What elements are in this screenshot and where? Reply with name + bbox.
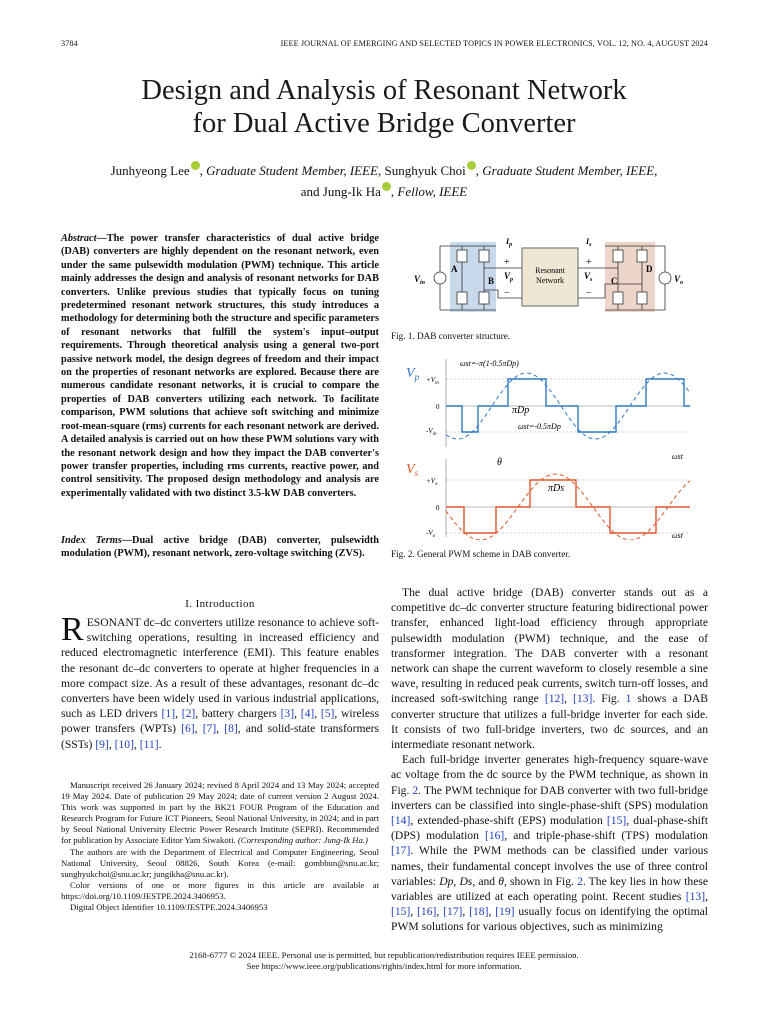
body-text: The dual active bridge (DAB) converter stands out as a competitive dc–dc converter structure featuring bidirectional power transfer, enhanced light-load efficiency through appropriate pulsewidth modulation (PWM) technique, and the ease of transformer integration. The DAB converter with a resonant network can shape the current waveform to closely resemble a sine wave, resulting in reduced peak currents, switch turn-off losses, and increased soft-switching range: [391, 586, 708, 706]
citation-link[interactable]: [13]: [685, 890, 706, 904]
citation-link[interactable]: [9]: [95, 737, 109, 751]
is-label: $I_s$: [586, 237, 592, 248]
axis-label-top: ωst: [672, 452, 683, 461]
drop-cap: R: [61, 611, 84, 648]
footnote: [61, 780, 379, 913]
body-text: , shown in Fig.: [503, 874, 578, 888]
abstract-text: The power transfer characteristics of dual active bridge (DAB) converters are highly dependent on the resonant network, even under the same pulsewidth modulation (PWM) technique. This article mainly addresses the design and analysis of resonant networks for DAB converters. Unlike previous studies that typically focus on tuning predetermined resonant network structures, this study introduces a methodology for determining both the structure and specific parameters of resonant networks that fulfill the system's input–output requirements. Through theoretical analysis using a general two-port passive network model, the design degrees of freedom and their impact on the properties of resonant networks are explored. Because there are numerous candidate resonant networks, it is crucial to compare the properties of DAB converters utilizing each network. To facilitate comparison, PWM solutions that achieve soft switching and minimize root-mean-square (rms) currents for each resonant network are derived. A detailed analysis is carried out on how these PWM solutions vary with the resonant network design and how they impact the DAB converter's power transfer properties, including rms currents, reactive power, and control sensitivity. The proposed design methodology and analysis are experimentally validated with two distinct 3.5-kW DAB converters.: [61, 233, 379, 499]
source-vo-icon: [659, 272, 671, 284]
node-a-label: A: [451, 264, 458, 274]
vp-square-wave: [446, 379, 690, 432]
citation-link[interactable]: [13]: [573, 692, 593, 706]
tick-minus-vo: $-V_o$: [426, 529, 436, 539]
vs-minus: −: [586, 288, 592, 299]
figure-link[interactable]: 2: [412, 783, 419, 797]
resonant-network-label: Resonant: [535, 266, 565, 275]
corresponding-author: (Corresponding author: Jung-Ik Ha.): [237, 835, 368, 846]
citation-link[interactable]: [5]: [320, 707, 335, 721]
author-3-name: and Jung-Ik Ha: [300, 184, 381, 199]
index-terms-label: Index Terms—: [61, 535, 133, 546]
index-terms: [61, 534, 379, 561]
body-text: , dual-phase-shift (DPS) modulation: [391, 814, 708, 843]
intro-paragraph: RESONANT dc–dc converters utilize resonance to achieve soft-switching operations, resulting in increased efficiency and reduced electromagnetic interference (EMI). This feature enables the resonant dc–dc converters to operate at higher frequencies in a more compact size. As a result of these advantages, resonant dc–dc converters have been widely used in various industrial applications, such as LED drivers [1], [2], battery chargers [3], [4], [5], wireless power transfers (WPTs) [6], [7], [8], and solid-state transformers (SSTs) [9], [10], [11].: [61, 611, 380, 751]
footer-line: See https://www.ieee.org/publications/rights/index.html for more information.: [246, 961, 522, 972]
body-text: . The key lies in how these variables are utilized at each operating point. Recent studies: [391, 874, 709, 904]
citation-link[interactable]: [16]: [484, 829, 505, 843]
node-c-label: C: [611, 276, 618, 286]
vin-label: $V_{in}$: [414, 274, 426, 286]
title-line-1: Design and Analysis of Resonant Network: [141, 75, 627, 106]
axis-label-bottom: ωst: [672, 531, 683, 540]
node-b-label: B: [488, 276, 495, 286]
abstract-label: Abstract—: [61, 233, 107, 244]
orcid-icon[interactable]: [467, 161, 476, 170]
author-2-role: Graduate Student Member, IEEE: [482, 163, 655, 178]
annotation-top: ωst=-π(1-0.5πDp): [460, 359, 519, 368]
author-1-role: Graduate Student Member, IEEE: [206, 163, 379, 178]
orcid-icon[interactable]: [382, 182, 391, 191]
citation-link[interactable]: [17]: [443, 905, 463, 919]
tick-minus-vin: $-V_{in}$: [426, 427, 437, 437]
footer-line: 2168-6777 © 2024 IEEE. Personal use is permitted, but republication/redistribution requires IEEE permission.: [189, 950, 579, 960]
page-number: 3784: [61, 39, 78, 48]
body-text: usually focus on identifying the optimal PWM solutions for various objectives, such as minimizing: [391, 905, 709, 934]
annotation-mid: ωst=-0.5πDp: [518, 422, 561, 431]
citation-link[interactable]: [6]: [181, 722, 195, 736]
variable: Ds: [459, 874, 473, 888]
body-text: , extended-phase-shift (EPS) modulation: [410, 814, 607, 828]
body-text: Each full-bridge inverter generates high-frequency square-wave ac voltage from the dc source by the PWM technique, as shown in Fig.: [391, 753, 708, 797]
author-list: Junhyeong Lee , Graduate Student Member, IEEE, Sunghyuk Choi , Graduate Student Member, IEEE, and Jung-Ik Ha , Fellow, IEEE: [110, 163, 658, 199]
citation-link[interactable]: [1]: [161, 707, 176, 721]
title-line-2: for Dual Active Bridge Converter: [192, 108, 576, 139]
citation-link[interactable]: [14]: [391, 814, 411, 828]
citation-link[interactable]: [16]: [417, 905, 437, 919]
citation-link[interactable]: [8]: [224, 722, 238, 736]
resonant-network-label: Network: [536, 276, 564, 285]
vs-square-wave: [446, 480, 690, 533]
fig1-dab-structure: [400, 232, 710, 322]
tick-plus-vo: $+V_o$: [426, 477, 438, 487]
fig1-caption: Fig. 1. DAB converter structure.: [391, 331, 511, 341]
citation-link[interactable]: [15]: [391, 905, 411, 919]
tick-zero-bottom: 0: [436, 504, 440, 512]
citation-link[interactable]: [15]: [606, 814, 627, 828]
variable: Dp: [439, 874, 454, 888]
citation-link[interactable]: [18]: [469, 905, 489, 919]
footnote-affiliation: The authors are with the Department of Electrical and Computer Engineering, Seoul National University, Seoul 08826, South Korea (e-mail: gombbun@snu.ac.kr; sunghyukchoi@snu.ac.kr; jungikha@snu.ac.kr).: [61, 846, 379, 879]
fig2-pwm-scheme: [400, 355, 710, 540]
citation-link[interactable]: [11]: [139, 737, 159, 751]
fig2-vs-label: $V_s$: [406, 462, 419, 478]
index-terms-text: Dual active bridge (DAB) converter, pulsewidth modulation (PWM), resonant network, zero-voltage switching (ZVS).: [61, 535, 379, 560]
copyright-footer: [0, 950, 768, 973]
body-text: . Fig.: [592, 692, 626, 706]
vo-label: $V_o$: [674, 274, 684, 286]
annotation-theta: θ: [497, 457, 502, 468]
annotation-pi-dp: πDp: [512, 405, 530, 416]
vp-label: $V_p$: [504, 271, 514, 283]
vs-label: $V_s$: [584, 271, 593, 283]
tick-zero-top: 0: [436, 403, 440, 411]
figure-link[interactable]: 1: [625, 692, 632, 706]
body-text: . While the PWM methods can be classified under various names, their fundamental concept involves the use of three control variables:: [391, 844, 708, 888]
citation-link[interactable]: [19]: [495, 905, 515, 919]
fig2-caption: Fig. 2. General PWM scheme in DAB converter.: [391, 549, 571, 559]
paragraph: Each full-bridge inverter generates high-frequency square-wave ac voltage from the dc source by the PWM technique, as shown in Fig. 2. The PWM technique for DAB converter with two full-bridge inverters can be classified into single-phase-shift (SPS) modulation [14], extended-phase-shift (EPS) modulation [15], dual-phase-shift (DPS) modulation [16], and triple-phase-shift (TPS) modulation [17]. While the PWM methods can be classified under various names, their fundamental concept involves the use of three control variables: Dp, Ds, and θ, shown in Fig. 2. The key lies in how these variables are utilized at each operating point. Recent studies [13], [15], [16], [17], [18], [19] usually focus on identifying the optimal PWM solutions for various objectives, such as minimizing: [391, 753, 709, 934]
citation-link[interactable]: [2]: [181, 707, 196, 721]
citation-link[interactable]: [3]: [280, 707, 295, 721]
citation-link[interactable]: [4]: [300, 707, 315, 721]
author-1-name: Junhyeong Lee: [110, 163, 190, 178]
footnote-color: Color versions of one or more figures in this article are available at https://doi.org/10.1109/JESTPE.2024.3406953.: [61, 879, 379, 901]
body-text: . The PWM technique for DAB converter with two full-bridge inverters can be classified into single-phase-shift (SPS) modulation: [391, 783, 709, 812]
author-3-role: Fellow, IEEE: [397, 184, 468, 199]
section-heading: I. Introduction: [185, 598, 255, 610]
intro-text: , wireless power transfers (WPTs): [61, 707, 380, 736]
footnote-doi: Digital Object Identifier 10.1109/JESTPE.2024.3406953: [70, 902, 268, 913]
body-text: shows a DAB converter structure that utilizes a full-bridge inverter for each side. It consists of two full-bridge inverters, two dc sources, and an intermediate resonant network.: [391, 692, 709, 752]
orcid-icon[interactable]: [191, 161, 200, 170]
intro-text: , battery chargers: [195, 707, 281, 721]
citation-link[interactable]: [7]: [202, 722, 217, 736]
intro-text: ESONANT dc–dc converters utilize resonance to achieve soft-switching operations, resulting in increased efficiency and reduced electromagnetic interference (EMI). This feature enables the resonant dc–dc converters to operate at higher frequencies in a more compact size. As a result of these advantages, resonant dc–dc converters have been widely used in various industrial applications, such as LED drivers: [61, 616, 379, 721]
author-2-name: Sunghyuk Choi: [384, 163, 466, 178]
fig2-vp-label: $V_p$: [406, 366, 420, 382]
footnote-manuscript: [61, 780, 379, 847]
citation-link[interactable]: [17]: [391, 844, 411, 858]
paragraph: The dual active bridge (DAB) converter stands out as a competitive dc–dc converter structure featuring bidirectional power transfer, enhanced light-load efficiency through appropriate pulsewidth modulation (PWM) technique, and the ease of transformer integration. The DAB converter with a resonant network can shape the current waveform to closely resemble a sine wave, resulting in reduced peak currents, switch turn-off losses, and increased soft-switching range [12], [13]. Fig. 1 shows a DAB converter structure that utilizes a full-bridge inverter for each side. It consists of two full-bridge inverters, two dc sources, and an intermediate resonant network.: [391, 586, 709, 752]
source-vin-icon: [434, 272, 446, 284]
citation-link[interactable]: [10]: [114, 737, 134, 751]
body-text: , and triple-phase-shift (TPS) modulation: [504, 829, 708, 843]
abstract: [61, 232, 379, 500]
vs-plus: +: [586, 257, 592, 268]
variable: θ: [498, 874, 504, 888]
paper-title: [0, 74, 768, 140]
journal-header: IEEE JOURNAL OF EMERGING AND SELECTED TOPICS IN POWER ELECTRONICS, VOL. 12, NO. 4, AUGUST 2024: [280, 39, 708, 48]
vp-plus: +: [504, 257, 510, 268]
annotation-pi-ds: πDs: [548, 483, 565, 494]
intro-text: .: [158, 737, 162, 751]
vp-minus: −: [504, 288, 510, 299]
intro-text: , and solid-state transformers (SSTs): [61, 722, 379, 751]
ip-label: $I_p$: [506, 237, 513, 248]
tick-plus-vin: $+V_{in}$: [426, 376, 439, 386]
right-column-text: [391, 585, 708, 935]
figure-link[interactable]: 2: [577, 874, 583, 888]
footnote-text: Manuscript received 26 January 2024; revised 8 April 2024 and 13 May 2024; accepted 19 May 2024. Date of publication 29 May 2024; date of current version 2 August 2024. This work was supported in part by the BK21 FOUR Program of the Education and Research Program for Future ICT Pioneers, Seoul National University, in 2024; and in part by Seoul National University Electric Power Research Institute (SEPRI). Recommended for publication by Associate Editor Yam Siwakoti.: [61, 780, 379, 846]
node-d-label: D: [646, 264, 653, 274]
citation-link[interactable]: [12]: [544, 692, 565, 706]
